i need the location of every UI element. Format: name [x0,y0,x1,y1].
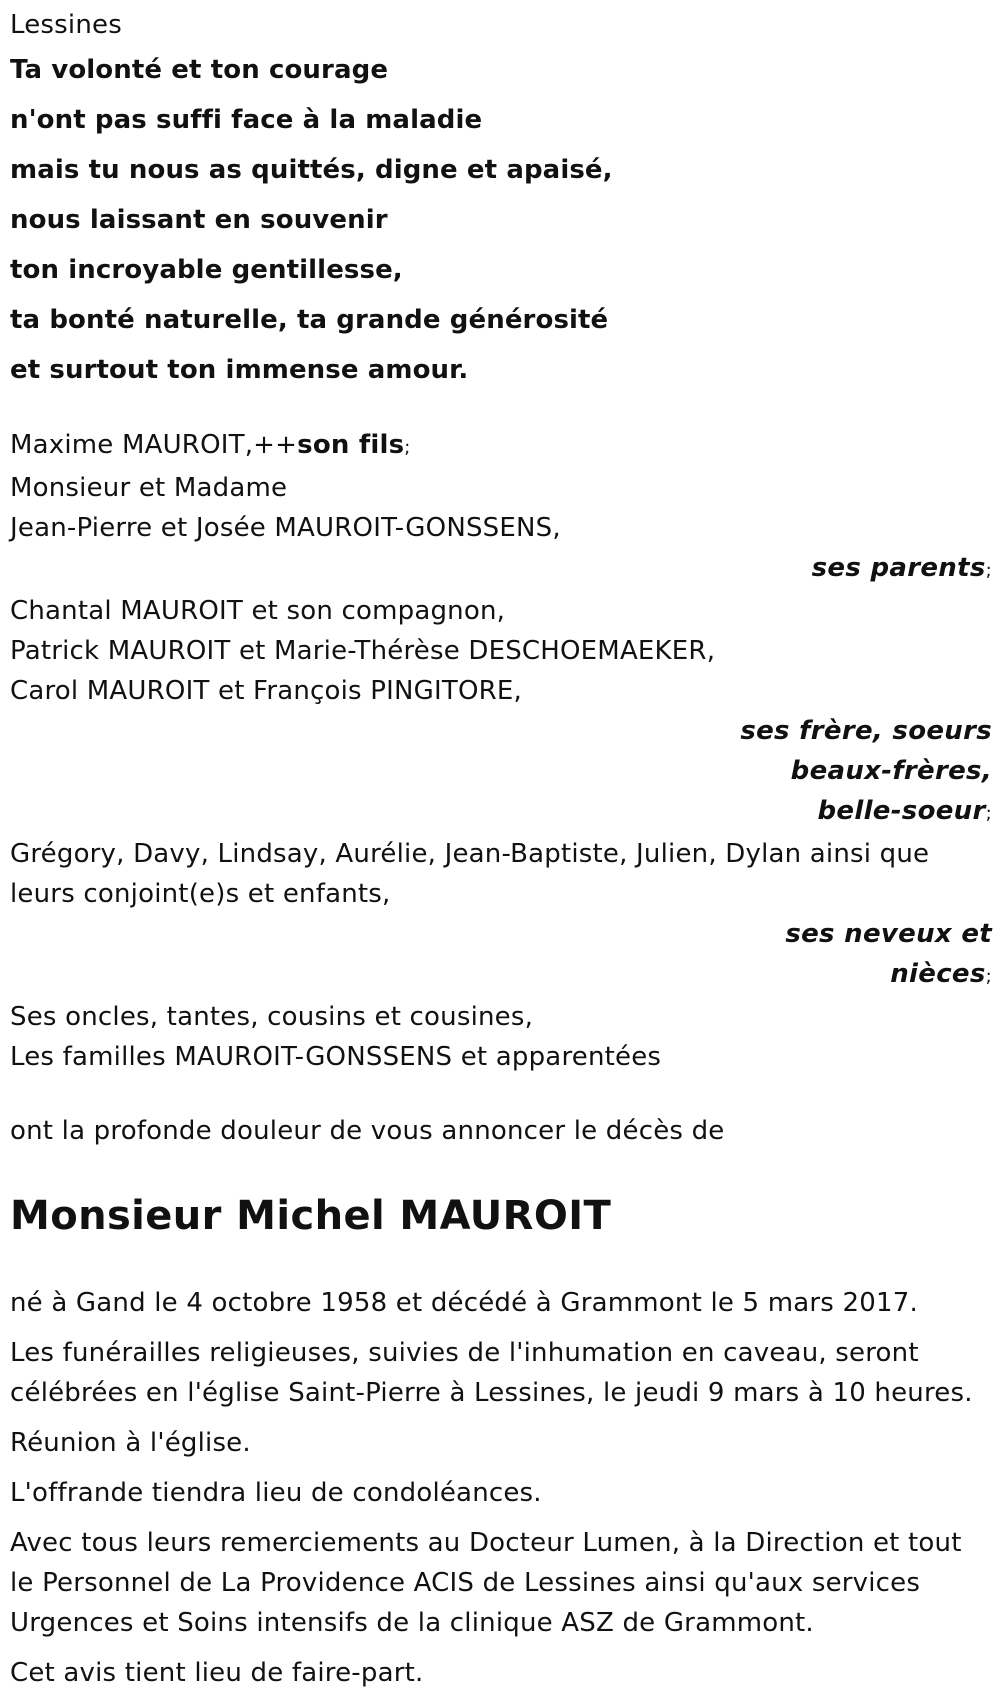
obituary-notice [10,0,990,1703]
families-entry: Les familles MAUROIT-GONSSENS et apparentées [10,1042,662,1072]
relation-text: nièces [890,959,986,989]
poem-line: ta bonté naturelle, ta grande générosité [10,305,609,335]
sibling-entry: Carol MAUROIT et François PINGITORE, [10,676,522,706]
semicolon: ; [985,966,992,987]
poem-line: Ta volonté et ton courage [10,55,389,85]
announcement-text: ont la profonde douleur de vous annoncer le décès de [10,1116,725,1146]
poem-line: ton incroyable gentillesse, [10,255,403,285]
meeting-place: Réunion à l'église. [10,1428,251,1458]
nephews-relation-2 [10,954,992,997]
parents-title: Monsieur et Madame [10,473,288,503]
notice-note: Cet avis tient lieu de faire-part. [10,1658,424,1688]
relation-text: belle-soeur [817,796,986,826]
siblings-relation-2: beaux-frères, [790,756,992,786]
funeral-service: Les funérailles religieuses, suivies de l'inhumation en caveau, seront célébrées en l'église Saint-Pierre à Lessines, le jeudi 9 mars à 10 heures. [10,1338,973,1408]
parents-names: Jean-Pierre et Josée MAUROIT-GONSSENS, [10,513,561,543]
funeral-details [10,1283,990,1693]
birth-death-dates: né à Gand le 4 octobre 1958 et décédé à Grammont le 5 mars 2017. [10,1288,918,1318]
sibling-entry: Chantal MAUROIT et son compagnon, [10,596,506,626]
son-name: Maxime MAUROIT,++ [10,430,298,460]
acknowledgements: Avec tous leurs remerciements au Docteur Lumen, à la Direction et tout le Personnel de La Providence ACIS de Lessines ainsi qu'aux services Urgences et Soins intensifs de la clinique ASZ de Grammont. [10,1528,962,1638]
poem-line: mais tu nous as quittés, digne et apaisé, [10,155,613,185]
parents-relation [10,548,992,591]
deceased-name: Monsieur Michel MAUROIT [10,1193,612,1239]
relation-text: ses parents [811,553,986,583]
nephews-relation-1: ses neveux et [785,919,992,949]
nephews-entry: Grégory, Davy, Lindsay, Aurélie, Jean-Baptiste, Julien, Dylan ainsi que leurs conjoint(e)s et enfants, [10,839,930,909]
semicolon: ; [404,437,411,458]
poem-line: n'ont pas suffi face à la maladie [10,105,483,135]
poem-line: et surtout ton immense amour. [10,355,469,385]
son-entry [10,425,990,468]
sibling-entry: Patrick MAUROIT et Marie-Thérèse DESCHOEMAEKER, [10,636,716,666]
place-name: Lessines [10,10,122,40]
son-relation: son fils [297,430,405,460]
siblings-relation-1: ses frère, soeurs [740,716,992,746]
semicolon: ; [985,803,992,824]
relatives-entry: Ses oncles, tantes, cousins et cousines, [10,1002,534,1032]
siblings-relation-3 [10,791,992,834]
semicolon: ; [985,560,992,581]
poem [10,45,990,395]
offering-note: L'offrande tiendra lieu de condoléances. [10,1478,542,1508]
poem-line: nous laissant en souvenir [10,205,388,235]
family-list [10,425,990,1077]
